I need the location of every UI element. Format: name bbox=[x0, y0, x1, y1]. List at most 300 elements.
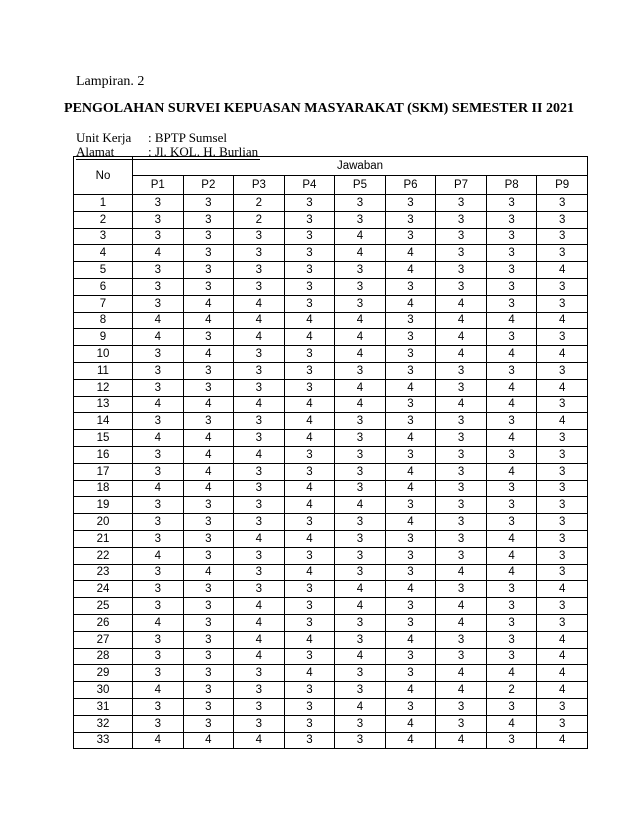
answer-cell: 3 bbox=[486, 228, 537, 245]
table-body bbox=[74, 195, 588, 749]
answer-cell: 3 bbox=[284, 295, 335, 312]
answer-cell: 3 bbox=[385, 312, 436, 329]
answer-cell: 4 bbox=[234, 530, 285, 547]
answer-cell: 3 bbox=[385, 614, 436, 631]
row-number-cell: 13 bbox=[74, 396, 133, 413]
answer-cell: 4 bbox=[537, 581, 588, 598]
table-row bbox=[74, 698, 588, 715]
answer-cell: 4 bbox=[133, 245, 184, 262]
answer-cell: 4 bbox=[183, 732, 234, 749]
answer-cell: 3 bbox=[335, 564, 386, 581]
answer-cell: 3 bbox=[234, 564, 285, 581]
answer-cell: 3 bbox=[436, 211, 487, 228]
answer-cell: 4 bbox=[133, 329, 184, 346]
answer-cell: 3 bbox=[385, 564, 436, 581]
answer-cell: 3 bbox=[183, 598, 234, 615]
answer-cell: 3 bbox=[486, 329, 537, 346]
answer-cell: 4 bbox=[234, 614, 285, 631]
answer-cell: 4 bbox=[133, 682, 184, 699]
answer-cell: 3 bbox=[385, 446, 436, 463]
answer-cell: 3 bbox=[335, 631, 386, 648]
answer-cell: 4 bbox=[537, 413, 588, 430]
answer-cell: 3 bbox=[486, 598, 537, 615]
answer-cell: 3 bbox=[335, 278, 386, 295]
answer-cell: 3 bbox=[133, 715, 184, 732]
table-row bbox=[74, 530, 588, 547]
answer-cell: 4 bbox=[234, 329, 285, 346]
answer-cell: 3 bbox=[537, 446, 588, 463]
answer-cell: 3 bbox=[284, 278, 335, 295]
answer-cell: 3 bbox=[183, 497, 234, 514]
answer-cell: 3 bbox=[234, 346, 285, 363]
column-header-p7: P7 bbox=[436, 176, 487, 195]
answer-cell: 3 bbox=[234, 245, 285, 262]
answer-cell: 3 bbox=[537, 598, 588, 615]
table-row bbox=[74, 598, 588, 615]
survey-table bbox=[73, 156, 588, 749]
table-row bbox=[74, 195, 588, 212]
answer-cell: 3 bbox=[385, 648, 436, 665]
answer-cell: 3 bbox=[335, 413, 386, 430]
answer-cell: 3 bbox=[234, 262, 285, 279]
answer-cell: 3 bbox=[436, 497, 487, 514]
row-number-cell: 26 bbox=[74, 614, 133, 631]
answer-cell: 3 bbox=[234, 715, 285, 732]
answer-cell: 4 bbox=[183, 463, 234, 480]
answer-cell: 3 bbox=[486, 211, 537, 228]
answer-cell: 4 bbox=[486, 665, 537, 682]
answer-cell: 3 bbox=[133, 262, 184, 279]
answer-cell: 3 bbox=[183, 698, 234, 715]
answer-cell: 4 bbox=[183, 346, 234, 363]
column-header-p8: P8 bbox=[486, 176, 537, 195]
unit-kerja-value: : BPTP Sumsel bbox=[148, 130, 227, 145]
answer-cell: 2 bbox=[234, 195, 285, 212]
answer-cell: 3 bbox=[385, 362, 436, 379]
column-header-p6: P6 bbox=[385, 176, 436, 195]
answer-cell: 3 bbox=[436, 514, 487, 531]
answer-cell: 3 bbox=[537, 396, 588, 413]
table-row bbox=[74, 480, 588, 497]
header-row-columns bbox=[74, 176, 588, 195]
answer-cell: 4 bbox=[234, 312, 285, 329]
answer-cell: 4 bbox=[183, 430, 234, 447]
answer-cell: 4 bbox=[335, 379, 386, 396]
answer-cell: 3 bbox=[486, 446, 537, 463]
answer-cell: 3 bbox=[133, 564, 184, 581]
answer-cell: 3 bbox=[234, 480, 285, 497]
answer-cell: 4 bbox=[234, 598, 285, 615]
answer-cell: 3 bbox=[133, 463, 184, 480]
row-number-cell: 5 bbox=[74, 262, 133, 279]
answer-cell: 3 bbox=[537, 698, 588, 715]
row-number-cell: 7 bbox=[74, 295, 133, 312]
answer-cell: 4 bbox=[436, 614, 487, 631]
table-row bbox=[74, 581, 588, 598]
answer-cell: 3 bbox=[284, 228, 335, 245]
answer-cell: 4 bbox=[385, 682, 436, 699]
answer-cell: 3 bbox=[284, 446, 335, 463]
answer-cell: 3 bbox=[537, 362, 588, 379]
answer-cell: 3 bbox=[436, 446, 487, 463]
answer-cell: 4 bbox=[234, 631, 285, 648]
answer-cell: 4 bbox=[385, 514, 436, 531]
answer-cell: 4 bbox=[183, 480, 234, 497]
answer-cell: 3 bbox=[133, 598, 184, 615]
answer-cell: 4 bbox=[284, 497, 335, 514]
answer-cell: 3 bbox=[385, 665, 436, 682]
table-row bbox=[74, 211, 588, 228]
answer-cell: 4 bbox=[385, 379, 436, 396]
answer-cell: 3 bbox=[486, 497, 537, 514]
answer-cell: 4 bbox=[183, 396, 234, 413]
lampiran-label: Lampiran. 2 bbox=[76, 74, 145, 89]
answer-cell: 4 bbox=[284, 396, 335, 413]
answer-cell: 4 bbox=[234, 396, 285, 413]
answer-cell: 3 bbox=[436, 413, 487, 430]
answer-cell: 3 bbox=[486, 245, 537, 262]
answer-cell: 4 bbox=[486, 463, 537, 480]
answer-cell: 3 bbox=[486, 648, 537, 665]
answer-cell: 3 bbox=[335, 195, 386, 212]
answer-cell: 3 bbox=[284, 211, 335, 228]
answer-cell: 3 bbox=[335, 614, 386, 631]
answer-cell: 3 bbox=[436, 480, 487, 497]
answer-cell: 4 bbox=[436, 665, 487, 682]
answer-cell: 4 bbox=[183, 312, 234, 329]
table-row bbox=[74, 312, 588, 329]
answer-cell: 3 bbox=[385, 413, 436, 430]
answer-cell: 4 bbox=[537, 665, 588, 682]
answer-cell: 3 bbox=[385, 598, 436, 615]
answer-cell: 3 bbox=[537, 228, 588, 245]
answer-cell: 3 bbox=[385, 346, 436, 363]
answer-cell: 3 bbox=[183, 262, 234, 279]
answer-cell: 3 bbox=[284, 598, 335, 615]
answer-cell: 3 bbox=[537, 497, 588, 514]
answer-cell: 3 bbox=[133, 648, 184, 665]
row-number-cell: 1 bbox=[74, 195, 133, 212]
answer-cell: 3 bbox=[183, 665, 234, 682]
answer-cell: 3 bbox=[183, 195, 234, 212]
answer-cell: 4 bbox=[284, 329, 335, 346]
answer-cell: 4 bbox=[335, 497, 386, 514]
table-row bbox=[74, 732, 588, 749]
answer-cell: 3 bbox=[385, 329, 436, 346]
answer-cell: 4 bbox=[486, 346, 537, 363]
answer-cell: 3 bbox=[385, 195, 436, 212]
answer-cell: 3 bbox=[335, 480, 386, 497]
answer-cell: 3 bbox=[537, 547, 588, 564]
answer-cell: 4 bbox=[537, 631, 588, 648]
answer-cell: 4 bbox=[284, 480, 335, 497]
answer-cell: 3 bbox=[133, 631, 184, 648]
answer-cell: 4 bbox=[486, 547, 537, 564]
answer-cell: 3 bbox=[133, 530, 184, 547]
answer-cell: 3 bbox=[335, 732, 386, 749]
answer-cell: 3 bbox=[284, 346, 335, 363]
column-header-p3: P3 bbox=[234, 176, 285, 195]
answer-cell: 3 bbox=[537, 715, 588, 732]
answer-cell: 4 bbox=[436, 732, 487, 749]
answer-cell: 3 bbox=[234, 379, 285, 396]
answer-cell: 3 bbox=[183, 682, 234, 699]
row-number-cell: 10 bbox=[74, 346, 133, 363]
answer-cell: 3 bbox=[436, 245, 487, 262]
answer-cell: 3 bbox=[234, 497, 285, 514]
answer-cell: 4 bbox=[486, 312, 537, 329]
answer-cell: 3 bbox=[486, 514, 537, 531]
answer-cell: 4 bbox=[385, 463, 436, 480]
table-row bbox=[74, 245, 588, 262]
answer-cell: 3 bbox=[234, 278, 285, 295]
page-title: PENGOLAHAN SURVEI KEPUASAN MASYARAKAT (SKM) SEMESTER II 2021 bbox=[64, 101, 574, 116]
answer-cell: 3 bbox=[234, 362, 285, 379]
answer-cell: 3 bbox=[436, 581, 487, 598]
answer-cell: 3 bbox=[335, 262, 386, 279]
answer-cell: 3 bbox=[133, 581, 184, 598]
answer-cell: 3 bbox=[183, 413, 234, 430]
answer-cell: 4 bbox=[486, 715, 537, 732]
answer-cell: 3 bbox=[284, 547, 335, 564]
answer-cell: 4 bbox=[335, 698, 386, 715]
answer-cell: 3 bbox=[284, 514, 335, 531]
answer-cell: 3 bbox=[335, 530, 386, 547]
answer-cell: 3 bbox=[284, 581, 335, 598]
answer-cell: 3 bbox=[284, 614, 335, 631]
answer-cell: 4 bbox=[436, 295, 487, 312]
answer-cell: 4 bbox=[133, 312, 184, 329]
answer-cell: 4 bbox=[335, 581, 386, 598]
answer-cell: 3 bbox=[234, 665, 285, 682]
table-row bbox=[74, 665, 588, 682]
answer-cell: 3 bbox=[234, 228, 285, 245]
answer-cell: 3 bbox=[486, 295, 537, 312]
answer-cell: 4 bbox=[133, 732, 184, 749]
answer-cell: 3 bbox=[385, 530, 436, 547]
row-number-cell: 14 bbox=[74, 413, 133, 430]
row-number-cell: 9 bbox=[74, 329, 133, 346]
answer-cell: 3 bbox=[335, 362, 386, 379]
answer-cell: 3 bbox=[436, 547, 487, 564]
unit-kerja-label: Unit Kerja bbox=[76, 130, 132, 145]
answer-cell: 4 bbox=[335, 312, 386, 329]
table-row bbox=[74, 295, 588, 312]
answer-cell: 4 bbox=[133, 430, 184, 447]
answer-cell: 3 bbox=[183, 211, 234, 228]
row-number-cell: 6 bbox=[74, 278, 133, 295]
row-number-cell: 8 bbox=[74, 312, 133, 329]
answer-cell: 3 bbox=[284, 682, 335, 699]
answer-cell: 4 bbox=[537, 648, 588, 665]
answer-cell: 3 bbox=[133, 362, 184, 379]
answer-cell: 4 bbox=[385, 295, 436, 312]
answer-cell: 4 bbox=[335, 245, 386, 262]
answer-cell: 3 bbox=[537, 614, 588, 631]
answer-cell: 4 bbox=[486, 396, 537, 413]
answer-cell: 3 bbox=[234, 682, 285, 699]
answer-cell: 4 bbox=[436, 598, 487, 615]
answer-cell: 4 bbox=[133, 396, 184, 413]
answer-cell: 3 bbox=[537, 195, 588, 212]
row-number-cell: 15 bbox=[74, 430, 133, 447]
answer-cell: 4 bbox=[234, 648, 285, 665]
answer-cell: 3 bbox=[183, 362, 234, 379]
table-row bbox=[74, 396, 588, 413]
answer-cell: 3 bbox=[183, 379, 234, 396]
answer-cell: 4 bbox=[133, 614, 184, 631]
answer-cell: 3 bbox=[436, 262, 487, 279]
answer-cell: 3 bbox=[385, 396, 436, 413]
answer-cell: 3 bbox=[133, 278, 184, 295]
answer-cell: 3 bbox=[234, 430, 285, 447]
answer-cell: 3 bbox=[284, 262, 335, 279]
table-row bbox=[74, 362, 588, 379]
answer-cell: 3 bbox=[234, 547, 285, 564]
answer-cell: 4 bbox=[234, 446, 285, 463]
table-row bbox=[74, 446, 588, 463]
answer-cell: 3 bbox=[537, 278, 588, 295]
column-header-p9: P9 bbox=[537, 176, 588, 195]
answer-cell: 3 bbox=[133, 379, 184, 396]
answer-cell: 3 bbox=[133, 665, 184, 682]
answer-cell: 4 bbox=[234, 732, 285, 749]
table-row bbox=[74, 413, 588, 430]
table-row bbox=[74, 262, 588, 279]
answer-cell: 2 bbox=[486, 682, 537, 699]
answer-cell: 3 bbox=[234, 514, 285, 531]
row-number-cell: 21 bbox=[74, 530, 133, 547]
answer-cell: 4 bbox=[537, 682, 588, 699]
answer-cell: 3 bbox=[284, 698, 335, 715]
answer-cell: 3 bbox=[183, 228, 234, 245]
table-row bbox=[74, 547, 588, 564]
answer-cell: 3 bbox=[133, 413, 184, 430]
column-header-p1: P1 bbox=[133, 176, 184, 195]
table-row bbox=[74, 228, 588, 245]
answer-cell: 3 bbox=[335, 665, 386, 682]
answer-cell: 3 bbox=[284, 195, 335, 212]
answer-cell: 3 bbox=[133, 514, 184, 531]
answer-cell: 4 bbox=[436, 564, 487, 581]
answer-cell: 3 bbox=[486, 631, 537, 648]
row-number-cell: 22 bbox=[74, 547, 133, 564]
answer-cell: 4 bbox=[537, 262, 588, 279]
answer-cell: 3 bbox=[486, 698, 537, 715]
answer-cell: 4 bbox=[335, 329, 386, 346]
answer-cell: 2 bbox=[234, 211, 285, 228]
answer-cell: 4 bbox=[436, 346, 487, 363]
answer-cell: 4 bbox=[436, 329, 487, 346]
row-number-cell: 17 bbox=[74, 463, 133, 480]
answer-cell: 4 bbox=[385, 480, 436, 497]
answer-cell: 4 bbox=[284, 413, 335, 430]
answer-cell: 3 bbox=[335, 682, 386, 699]
answer-cell: 3 bbox=[486, 413, 537, 430]
answer-cell: 3 bbox=[385, 211, 436, 228]
alamat-value: : Jl. KOL. H. Burlian bbox=[148, 144, 259, 159]
answer-cell: 3 bbox=[537, 480, 588, 497]
answer-cell: 4 bbox=[486, 379, 537, 396]
answer-cell: 3 bbox=[284, 379, 335, 396]
answer-cell: 4 bbox=[133, 547, 184, 564]
answer-cell: 3 bbox=[234, 581, 285, 598]
answer-cell: 3 bbox=[436, 195, 487, 212]
answer-cell: 3 bbox=[537, 211, 588, 228]
answer-cell: 3 bbox=[183, 648, 234, 665]
answer-cell: 3 bbox=[436, 530, 487, 547]
answer-cell: 4 bbox=[335, 396, 386, 413]
answer-cell: 4 bbox=[385, 581, 436, 598]
answer-cell: 3 bbox=[385, 228, 436, 245]
answer-cell: 4 bbox=[385, 262, 436, 279]
answer-cell: 3 bbox=[537, 430, 588, 447]
answer-cell: 4 bbox=[486, 530, 537, 547]
answer-cell: 3 bbox=[234, 413, 285, 430]
answer-cell: 3 bbox=[133, 698, 184, 715]
answer-cell: 4 bbox=[133, 480, 184, 497]
answer-cell: 3 bbox=[436, 430, 487, 447]
answer-cell: 3 bbox=[335, 514, 386, 531]
answer-cell: 4 bbox=[436, 312, 487, 329]
row-number-cell: 24 bbox=[74, 581, 133, 598]
answer-cell: 3 bbox=[436, 228, 487, 245]
column-header-no: No bbox=[74, 157, 133, 195]
answer-cell: 3 bbox=[183, 278, 234, 295]
answer-cell: 4 bbox=[284, 564, 335, 581]
table-row bbox=[74, 614, 588, 631]
row-number-cell: 25 bbox=[74, 598, 133, 615]
answer-cell: 3 bbox=[537, 463, 588, 480]
table-row bbox=[74, 329, 588, 346]
header-row-group bbox=[74, 157, 588, 176]
answer-cell: 3 bbox=[335, 295, 386, 312]
answer-cell: 4 bbox=[335, 648, 386, 665]
row-number-cell: 23 bbox=[74, 564, 133, 581]
answer-cell: 3 bbox=[183, 715, 234, 732]
table-row bbox=[74, 463, 588, 480]
row-number-cell: 32 bbox=[74, 715, 133, 732]
answer-cell: 4 bbox=[486, 564, 537, 581]
answer-cell: 3 bbox=[436, 362, 487, 379]
answer-cell: 3 bbox=[486, 581, 537, 598]
answer-cell: 3 bbox=[335, 446, 386, 463]
answer-cell: 3 bbox=[183, 581, 234, 598]
answer-cell: 4 bbox=[537, 379, 588, 396]
answer-cell: 4 bbox=[335, 228, 386, 245]
answer-cell: 4 bbox=[284, 631, 335, 648]
answer-cell: 3 bbox=[385, 497, 436, 514]
answer-cell: 3 bbox=[183, 514, 234, 531]
answer-cell: 3 bbox=[335, 430, 386, 447]
table-row bbox=[74, 497, 588, 514]
row-number-cell: 2 bbox=[74, 211, 133, 228]
table-row bbox=[74, 278, 588, 295]
answer-cell: 3 bbox=[183, 329, 234, 346]
answer-cell: 4 bbox=[284, 312, 335, 329]
answer-cell: 4 bbox=[234, 295, 285, 312]
answer-cell: 4 bbox=[385, 430, 436, 447]
answer-cell: 3 bbox=[335, 463, 386, 480]
answer-cell: 3 bbox=[436, 698, 487, 715]
answer-cell: 3 bbox=[335, 547, 386, 564]
answer-cell: 3 bbox=[133, 446, 184, 463]
answer-cell: 3 bbox=[133, 497, 184, 514]
answer-cell: 3 bbox=[335, 211, 386, 228]
table-row bbox=[74, 346, 588, 363]
table-row bbox=[74, 715, 588, 732]
row-number-cell: 19 bbox=[74, 497, 133, 514]
